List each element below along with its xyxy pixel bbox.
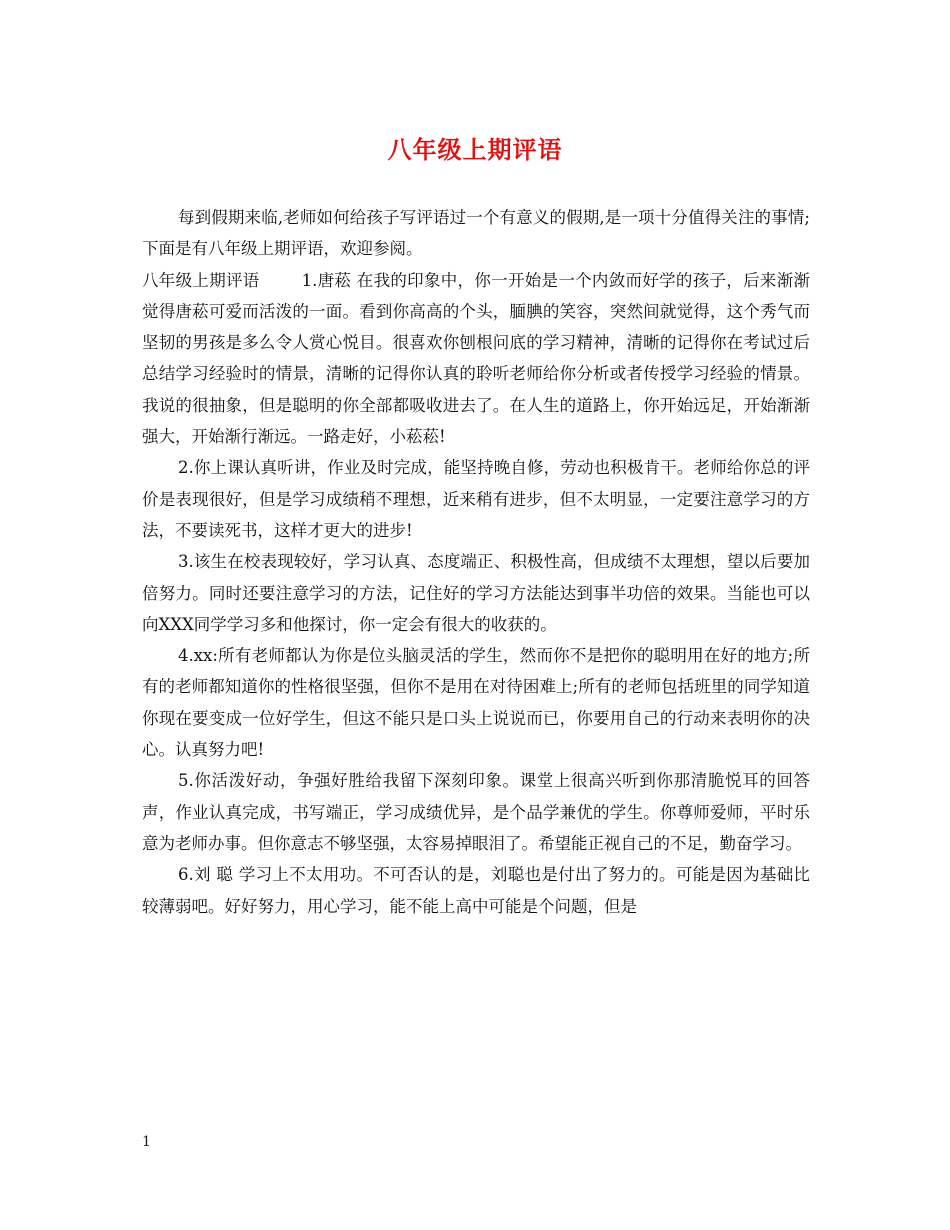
page-number: 1 [142,1134,151,1150]
intro-paragraph: 每到假期来临,老师如何给孩子写评语过一个有意义的假期,是一项十分值得关注的事情;下面是有八年级上期评语，欢迎参阅。 [142,208,810,259]
paragraph-2: 2.你上课认真听讲，作业及时完成，能坚持晚自修，劳动也积极肯干。老师给你总的评价是表现很好，但是学习成绩稍不理想，近来稍有进步，但不太明显，一定要注意学习的方法，不要读死书，这样才更大的进步! [142,458,810,540]
paragraph-5: 5.你活泼好动，争强好胜给我留下深刻印象。课堂上很高兴听到你那清脆悦耳的回答声，作业认真完成，书写端正，学习成绩优异，是个品学兼优的学生。你尊师爱师，平时乐意为老师办事。但你意志不够坚强，太容易掉眼泪了。希望能正视自己的不足，勤奋学习。 [142,771,810,853]
document-title: 八年级上期评语 [387,136,563,164]
paragraph-1 [142,265,810,453]
paragraph-3: 3.该生在校表现较好，学习认真、态度端正、积极性高，但成绩不太理想，望以后要加倍努力。同时还要注意学习的方法，记住好的学习方法能达到事半功倍的效果。当能也可以向XXX同学学习多和他探讨，你一定会有很大的收获的。 [142,552,810,634]
section-label: 八年级上期评语 [142,270,260,290]
paragraph-4: 4.xx:所有老师都认为你是位头脑灵活的学生，然而你不是把你的聪明用在好的地方;所有的老师都知道你的性格很坚强，但你不是用在对待困难上;所有的老师包括班里的同学知道你现在要变成一位好学生，但这不能只是口头上说说而已，你要用自己的行动来表明你的决心。认真努力吧! [142,646,810,760]
document-body [142,202,810,922]
paragraph-6: 6.刘 聪 学习上不太用功。不可否认的是，刘聪也是付出了努力的。可能是因为基础比较薄弱吧。好好努力，用心学习，能不能上高中可能是个问题，但是 [142,865,810,916]
paragraph-1-text: 1.唐菘 在我的印象中，你一开始是一个内敛而好学的孩子，后来渐渐觉得唐菘可爱而活泼的一面。看到你高高的个头，腼腆的笑容，突然间就觉得，这个秀气而坚韧的男孩是多么令人赏心悦目。很喜欢你刨根问底的学习精神，清晰的记得你在考试过后总结学习经验时的情景，清晰的记得你认真的聆听老师给你分析或者传授学习经验的情景。我说的很抽象，但是聪明的你全部都吸收进去了。在人生的道路上，你开始远足，开始渐渐强大，开始渐行渐远。一路走好，小菘菘! [142,270,811,447]
